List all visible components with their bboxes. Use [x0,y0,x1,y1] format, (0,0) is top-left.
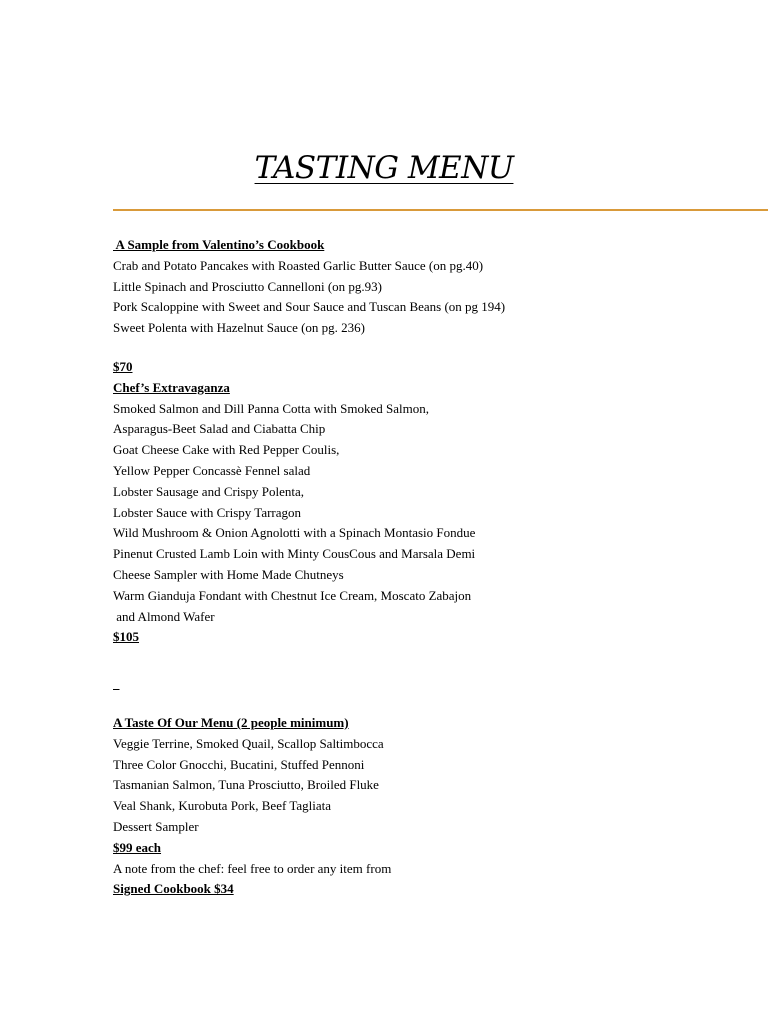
sample-item: Sweet Polenta with Hazelnut Sauce (on pg. 236) [113,320,365,336]
sample-item: Pork Scaloppine with Sweet and Sour Sauce and Tuscan Beans (on pg 194) [113,299,506,315]
signed-cookbook: Signed Cookbook $34 [113,881,234,897]
spacer [113,339,753,357]
chef-item: Cheese Sampler with Home Made Chutneys [113,566,344,582]
menu-body [113,235,753,900]
menu-title: TASTING MENU [254,150,514,186]
chef-item: Lobster Sausage and Crispy Polenta, [113,483,304,499]
taste-item: Dessert Sampler [113,818,199,834]
chef-note: A note from the chef: feel free to order any item from [113,860,392,876]
chef-item: Smoked Salmon and Dill Panna Cotta with Smoked Salmon, [113,400,429,416]
title-divider [113,209,768,211]
chef-item: Pinenut Crusted Lamb Loin with Minty CousCous and Marsala Demi [113,546,476,562]
spacer [113,648,753,674]
taste-item: Three Color Gnocchi, Bucatini, Stuffed Pennoni [113,756,365,772]
taste-item: Veal Shank, Kurobuta Pork, Beef Tagliata [113,798,331,814]
taste-item: Tasmanian Salmon, Tuna Prosciutto, Broiled Fluke [113,777,379,793]
underline-mark [113,674,753,695]
taste-price: $99 each [113,839,162,855]
taste-item: Veggie Terrine, Smoked Quail, Scallop Saltimbocca [113,735,384,751]
chef-item: Lobster Sauce with Crispy Tarragon [113,504,302,520]
chef-price: $105 [113,629,139,645]
chef-item: Wild Mushroom & Onion Agnolotti with a Spinach Montasio Fondue [113,525,476,541]
chef-heading: Chef’s Extravaganza [113,379,230,395]
chef-item: Goat Cheese Cake with Red Pepper Coulis, [113,442,340,458]
sample-item: Little Spinach and Prosciutto Cannelloni (on pg.93) [113,278,382,294]
chef-item: and Almond Wafer [113,608,215,624]
spacer [113,695,753,713]
chef-item: Asparagus-Beet Salad and Ciabatta Chip [113,421,326,437]
taste-heading: A Taste Of Our Menu (2 people minimum) [113,714,349,730]
chef-item: Warm Gianduja Fondant with Chestnut Ice Cream, Moscato Zabajon [113,587,472,603]
sample-heading: A Sample from Valentino’s Cookbook [113,237,325,252]
chef-item: Yellow Pepper Concassè Fennel salad [113,462,311,478]
sample-price: $70 [113,358,133,374]
sample-item: Crab and Potato Pancakes with Roasted Garlic Butter Sauce (on pg.40) [113,257,484,273]
